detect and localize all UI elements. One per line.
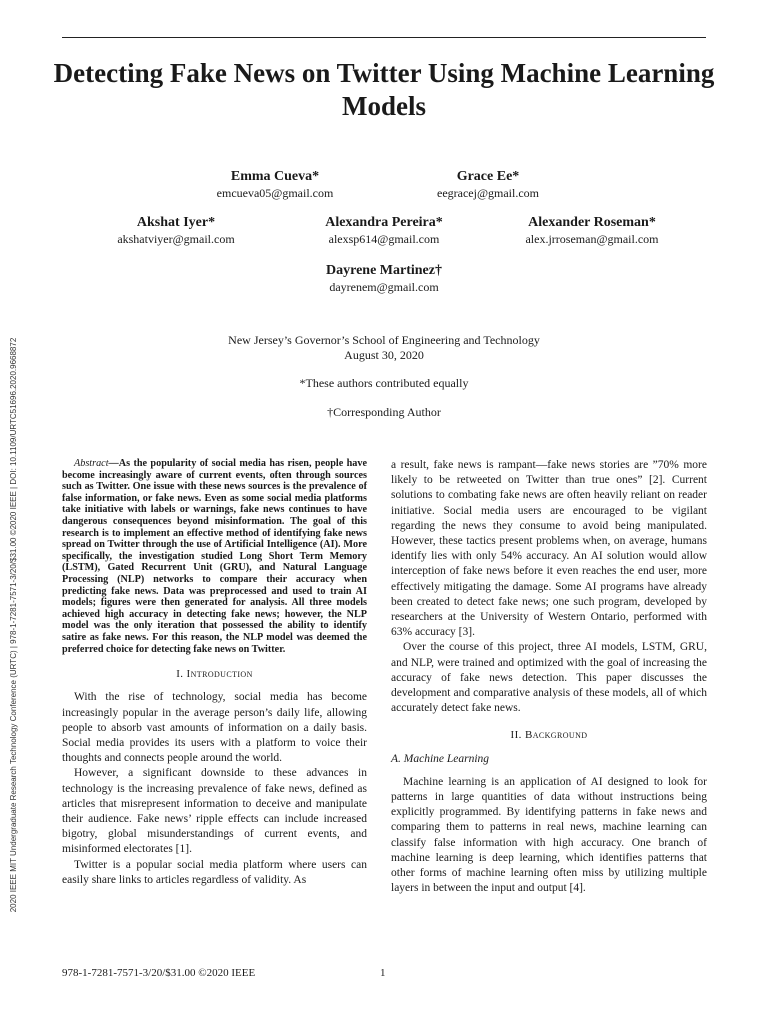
subsection-heading-machine-learning: A. Machine Learning [391, 752, 490, 765]
side-identifier: 2020 IEEE MIT Undergraduate Research Technology Conference (URTC) | 978-1-7281-7571-3/20/$31.00 ©2020 IEEE | DOI: 10.1109/URTC51696.2020.9668872 [9, 337, 18, 913]
author-name: Akshat Iyer* [136, 215, 216, 230]
section-heading-background: II. Background [510, 729, 588, 742]
author-name: Emma Cueva* [230, 169, 320, 184]
top-rule [62, 37, 706, 38]
author-name: Dayrene Martinez† [326, 263, 442, 278]
abstract-text: —As the popularity of social media has risen, people have become increasingly aware of current events, often through sources such as Twitter. One issue with these news sources is the prevalence of false information, or fake news. Even as some social media platforms take initiative with labels or warnings, fake news continues to have dangerous consequences beyond misinformation. The goal of this research is to implement an effective method of identifying fake news spread on Twitter through the use of Artificial Intelligence (AI). More specifically, the investigation studied Long Short Term Memory (LSTM), Gated Recurrent Unit (GRU), and Natural Language Processing (NLP) networks to compare their accuracy when predicting fake news. Data was preprocessed and used to train AI models; figures were then generated for analysis. All three models achieved high accuracy in detecting fake news; however, the NLP model was the only iteration that possessed the ability to identify satire as fake news. For this reason, the NLP model was deemed the preferred choice for detecting fake news on Twitter. [62, 458, 367, 655]
author-name: Alexander Roseman* [528, 215, 656, 230]
section-heading-introduction: I. Introduction [176, 668, 253, 681]
paragraph: However, a significant downside to these advances in technology is the increasing prevalence of fake news, defined as articles that misrepresent information to deceive and manipulate their audience. Fake news’ ripple effects can include increased bigotry, global misunderstandings of current events, and misinformed electorates [1]. [62, 767, 367, 856]
author-block [155, 168, 395, 201]
author-email: eegracej@gmail.com [437, 186, 539, 200]
right-column [391, 458, 707, 896]
author-email: alexsp614@gmail.com [328, 232, 440, 246]
author-name: Grace Ee* [456, 169, 520, 184]
author-block [264, 214, 504, 247]
affiliation-date: August 30, 2020 [344, 348, 424, 362]
author-block [472, 214, 712, 247]
page-number: 1 [380, 967, 386, 979]
paper-title: Detecting Fake News on Twitter Using Machine Learning Models [53, 58, 715, 121]
author-block [368, 168, 608, 201]
paragraph: With the rise of technology, social media has become increasingly popular in the average person’s daily life, allowing people to absorb vast amounts of information on a daily basis. Social media provides its users with a platform to voice their thoughts and connects people around the world. [62, 691, 367, 765]
author-block [56, 214, 296, 247]
author-email: akshatviyer@gmail.com [117, 232, 235, 246]
abstract [62, 458, 367, 655]
equal-contribution-note: *These authors contributed equally [299, 376, 469, 390]
author-email: alex.jrroseman@gmail.com [525, 232, 659, 246]
footer-isbn: 978-1-7281-7571-3/20/$31.00 ©2020 IEEE [62, 967, 256, 979]
paragraph: Machine learning is an application of AI designed to look for patterns in large quantities of data without instructions being explicitly programmed. By identifying patterns in fake news and comparing them to patterns in real news, machine learning can classify false information with high accuracy. One branch of machine learning is deep learning, which identifies patterns that other forms of machine learning often miss by utilizing multiple layers in between the input and output [4]. [391, 775, 707, 895]
paragraph: Over the course of this project, three AI models, LSTM, GRU, and NLP, were trained and optimized with the goal of increasing the accuracy of fake news detection. This paper discusses the development and comparative analysis of these models, all of which accurately detect fake news. [391, 641, 707, 715]
paragraph: Twitter is a popular social media platform where users can easily share links to articles regardless of validity. As [62, 858, 367, 886]
paragraph: a result, fake news is rampant—fake news stories are ”70% more likely to be retweeted on Twitter than true ones” [2]. Current solutions to combating fake news are often heavily reliant on reader initiative. Social media users are encouraged to be vigilant regarding the news they consume to avoid being manipulated. However, these tactics present problems when, on average, humans identify lies with only 54% accuracy. An AI solution would allow interception of fake news before it even reaches the end user, more effectively mitigating the damage. Some AI programs have already been created to detect fake news; one such program, developed by researchers at the University of Western Ontario, performed with 63% accuracy [3]. [391, 459, 707, 639]
author-name: Alexandra Pereira* [325, 215, 443, 230]
author-email: emcueva05@gmail.com [216, 186, 334, 200]
affiliation-institution: New Jersey’s Governor’s School of Engineering and Technology [228, 333, 540, 347]
abstract-label: Abstract [74, 458, 109, 469]
author-block [264, 262, 504, 295]
left-column [62, 458, 367, 888]
corresponding-author-note: †Corresponding Author [327, 405, 441, 419]
author-email: dayrenem@gmail.com [329, 280, 439, 294]
